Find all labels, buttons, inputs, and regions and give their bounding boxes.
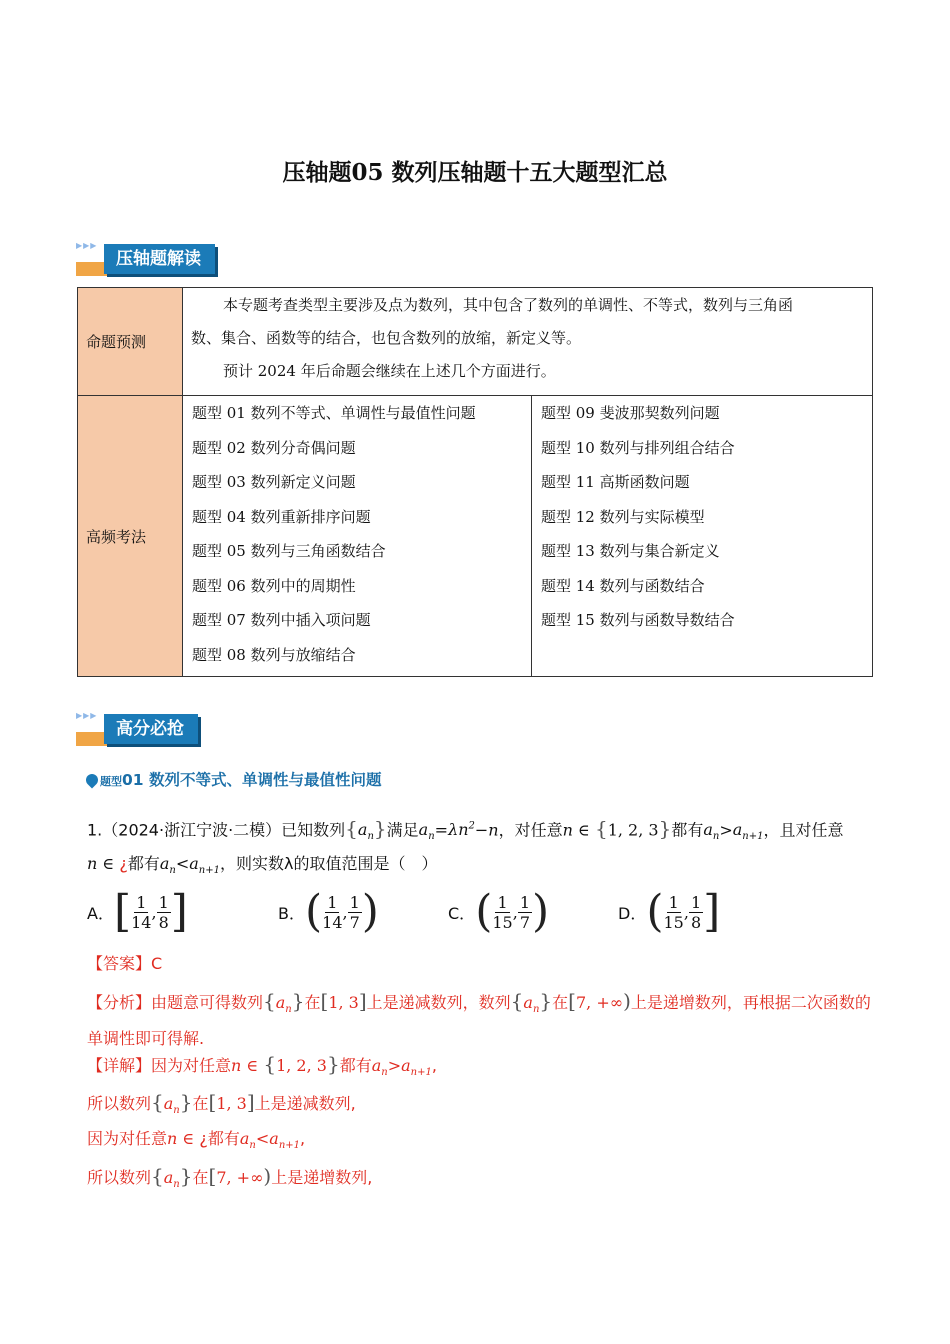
question-type-heading xyxy=(86,768,381,790)
type-item: 题型 04 数列重新排序问题 xyxy=(192,507,371,526)
row-header-methods: 高频考法 xyxy=(78,396,183,677)
detail-line-4: 所以数列$\{a_n\}$在[7, +∞)上是递增数列, xyxy=(87,1164,373,1191)
question-text: 都有 xyxy=(127,854,160,873)
type-item: 题型 14 数列与函数结合 xyxy=(541,576,705,595)
fraction: $\frac{1}{15}$ xyxy=(663,892,684,932)
arrows-icon: ▶▶▶ xyxy=(76,711,98,720)
answer-line: 【答案】C xyxy=(87,954,163,973)
question-text: ，则实数λ的取值范围是（ ） xyxy=(219,854,438,873)
type-item: 题型 12 数列与实际模型 xyxy=(541,507,705,526)
arrows-icon: ▶▶▶ xyxy=(76,241,98,250)
banner-label: 压轴题解读 xyxy=(104,244,215,274)
row-header-prediction: 命题预测 xyxy=(78,288,183,396)
fraction: $\frac{1}{8}$ xyxy=(158,892,169,932)
question-text: 满足 xyxy=(386,820,419,840)
prediction-line: 数、集合、函数等的结合，也包含数列的放缩，新定义等。 xyxy=(191,329,582,347)
option-d[interactable]: D． ( $\frac{1}{15}$ , $\frac{1}{8}$ ] xyxy=(618,886,721,937)
prediction-text xyxy=(183,288,873,396)
detail-line-1: 【详解】因为对任意n ∈ {1, 2, 3}都有$a_n>a_{n+1}$, xyxy=(87,1052,437,1079)
type-heading-text: 01 数列不等式、单调性与最值性问题 xyxy=(122,771,382,789)
fraction: $\frac{1}{8}$ xyxy=(690,892,702,932)
type-item: 题型 05 数列与三角函数结合 xyxy=(192,542,386,560)
detail-line-3: 因为对任意n ∈ ¿都有$a_n<a_{n+1}$, xyxy=(87,1129,306,1152)
detail-line-2: 所以数列$\{a_n\}$在[1, 3]上是递减数列, xyxy=(87,1090,356,1117)
prediction-line: 预计 2024 年后命题会继续在上述几个方面进行。 xyxy=(223,362,556,380)
type-tag: 题型 xyxy=(100,775,122,788)
type-item: 题型 13 数列与集合新定义 xyxy=(541,542,720,560)
question-line-1: 1.（2024·浙江宁波·二模）已知数列$\{a_n\}$满足$a_n=\lambda n^2-n$，对任意n ∈ {1, 2, 3}都有$a_n>a_{n+1}$，且对任意 xyxy=(87,816,844,843)
location-pin-icon xyxy=(84,772,101,789)
option-c[interactable]: C． ( $\frac{1}{15}$ , $\frac{1}{7}$ ) xyxy=(448,886,550,937)
type-item: 题型 06 数列中的周期性 xyxy=(192,576,356,595)
analysis-line-2: 单调性即可得解. xyxy=(87,1029,205,1048)
type-item: 题型 09 斐波那契数列问题 xyxy=(541,404,720,422)
type-item: 题型 10 数列与排列组合结合 xyxy=(541,438,735,457)
banner-label: 高分必抢 xyxy=(104,714,198,744)
type-item: 题型 11 高斯函数问题 xyxy=(541,473,690,491)
option-b[interactable]: B． ( $\frac{1}{14}$ , $\frac{1}{7}$ ) xyxy=(278,886,379,937)
type-item: 题型 02 数列分奇偶问题 xyxy=(192,438,356,457)
section-banner xyxy=(76,241,276,274)
type-item: 题型 03 数列新定义问题 xyxy=(192,473,356,491)
overview-table xyxy=(77,287,873,677)
option-label: D． xyxy=(618,903,647,923)
fraction: $\frac{1}{14}$ xyxy=(131,892,152,932)
type-item: 题型 15 数列与函数导数结合 xyxy=(541,611,735,629)
option-label: B． xyxy=(278,903,305,923)
section-banner xyxy=(76,711,276,744)
question-text: ，且对任意 xyxy=(763,820,844,840)
question-line-2: n ∈ ¿都有$a_n<a_{n+1}$，则实数λ的取值范围是（ ） xyxy=(87,854,438,877)
option-label: A． xyxy=(87,903,114,923)
type-item: 题型 01 数列不等式、单调性与最值性问题 xyxy=(192,404,476,422)
question-text: ，对任意 xyxy=(498,820,563,840)
fraction: $\frac{1}{15}$ xyxy=(492,892,513,932)
option-label: C． xyxy=(448,903,476,923)
option-a[interactable]: A． [ $\frac{1}{14}$ , $\frac{1}{8}$ ] xyxy=(87,886,188,937)
type-item: 题型 08 数列与放缩结合 xyxy=(192,645,356,664)
fraction: $\frac{1}{7}$ xyxy=(519,892,530,932)
prediction-line: 本专题考查类型主要涉及点为数列，其中包含了数列的单调性、不等式，数列与三角函 xyxy=(223,296,794,314)
fraction: $\frac{1}{7}$ xyxy=(349,892,360,932)
question-text: 1.（2024·浙江宁波·二模）已知数列 xyxy=(87,820,346,840)
type-item: 题型 07 数列中插入项问题 xyxy=(192,611,371,629)
types-left-column xyxy=(183,396,532,677)
analysis-line-1: 【分析】由题意可得数列$\{a_n\}$在[1, 3]上是递减数列，数列$\{a_n\}$在[7, +∞)上是递增数列，再根据二次函数的 xyxy=(87,989,871,1016)
page-title: 压轴题05 数列压轴题十五大题型汇总 xyxy=(282,159,668,186)
types-right-column xyxy=(532,396,873,677)
question-text: 都有 xyxy=(671,820,704,840)
fraction: $\frac{1}{14}$ xyxy=(322,892,343,932)
